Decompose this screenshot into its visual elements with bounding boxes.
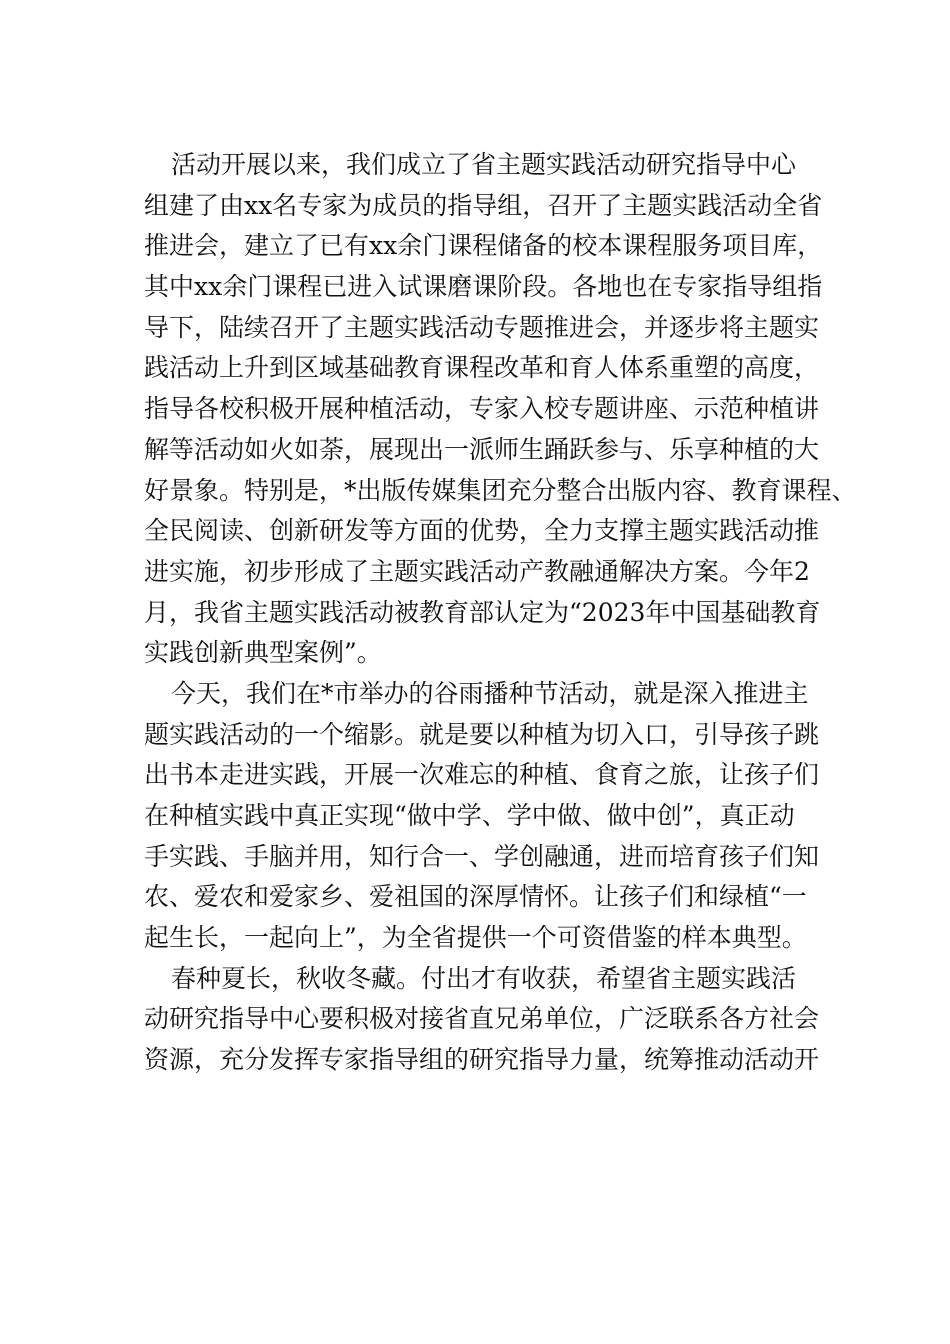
paragraph-1	[144, 145, 857, 674]
paragraph-line: 实践创新典型案例”。	[144, 638, 382, 668]
paragraph-3	[144, 959, 844, 1081]
paragraph-line: 在种植实践中真正实现“做中学、学中做、做中创”，真正动	[144, 801, 795, 830]
paragraph-line: 动研究指导中心要积极对接省直兄弟单位，广泛联系各方社会	[144, 1004, 820, 1034]
paragraph-line: 月，我省主题实践活动被教育部认定为“2023年中国基础教育	[144, 597, 821, 627]
paragraph-line: 好景象。特别是，*出版传媒集团充分整合出版内容、教育课程、	[144, 475, 857, 505]
paragraph-line: 今天，我们在*市举办的谷雨播种节活动，就是深入推进主	[171, 678, 809, 708]
paragraph-line: 资源，充分发挥专家指导组的研究指导力量，统筹推动活动开	[144, 1045, 820, 1075]
paragraph-line: 活动开展以来，我们成立了省主题实践活动研究指导中心	[171, 150, 797, 179]
paragraph-line: 题实践活动的一个缩影。就是要以种植为切入口，引导孩子跳	[144, 719, 820, 749]
paragraph-line: 践活动上升到区域基础教育课程改革和育人体系重塑的高度，	[144, 353, 820, 383]
paragraph-line: 进实施，初步形成了主题实践活动产教融通解决方案。今年2	[144, 556, 810, 586]
paragraph-line: 春种夏长，秋收冬藏。付出才有收获，希望省主题实践活	[171, 963, 797, 993]
paragraph-line: 全民阅读、创新研发等方面的优势，全力支撑主题实践活动推	[144, 516, 820, 546]
paragraph-line: 农、爱农和爱家乡、爱祖国的深厚情怀。让孩子们和绿植“一	[144, 882, 807, 912]
paragraph-line: 手实践、手脑并用，知行合一、学创融通，进而培育孩子们知	[144, 841, 820, 871]
paragraph-line: 出书本走进实践，开展一次难忘的种植、食育之旅，让孩子们	[144, 760, 820, 790]
paragraph-line: 其中xx余门课程已进入试课磨课阶段。各地也在专家指导组指	[144, 272, 823, 302]
paragraph-line: 组建了由xx名专家为成员的指导组，召开了主题实践活动全省	[144, 190, 823, 220]
document-body	[144, 145, 857, 1081]
paragraph-2	[144, 674, 844, 959]
paragraph-line: 起生长，一起向上”，为全省提供一个可资借鉴的样本典型。	[144, 923, 807, 953]
paragraph-line: 推进会，建立了已有xx余门课程储备的校本课程服务项目库，	[144, 231, 823, 261]
paragraph-line: 解等活动如火如荼，展现出一派师生踊跃参与、乐享种植的大	[144, 434, 820, 464]
paragraph-line: 指导各校积极开展种植活动，专家入校专题讲座、示范种植讲	[144, 394, 820, 424]
paragraph-line: 导下，陆续召开了主题实践活动专题推进会，并逐步将主题实	[144, 312, 820, 342]
